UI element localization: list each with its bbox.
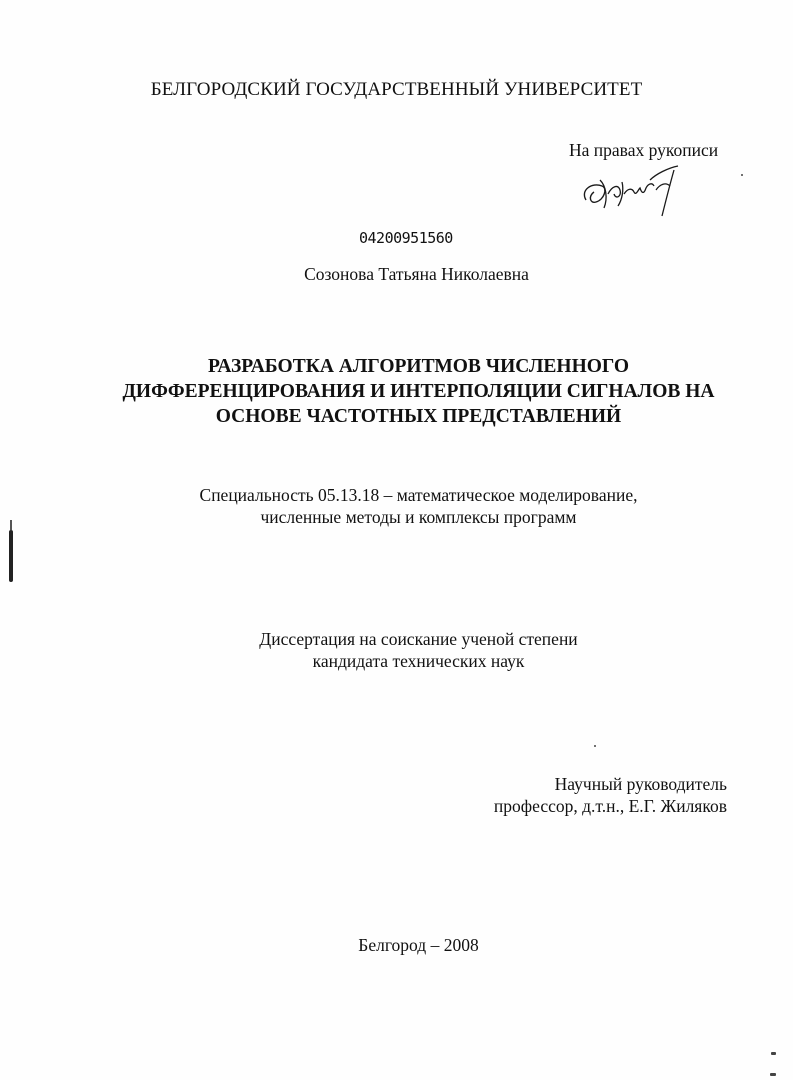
- thesis-title: [22, 354, 793, 429]
- registration-stamp-number: 04200951560: [359, 229, 453, 247]
- scan-artifact-mark: [10, 520, 12, 530]
- dissertation-line-1: Диссертация на соискание ученой степени: [259, 629, 578, 649]
- city-year: Белгород – 2008: [358, 935, 479, 955]
- thesis-title-line-2: ДИФФЕРЕНЦИРОВАНИЯ И ИНТЕРПОЛЯЦИИ СИГНАЛОВ НА: [122, 381, 715, 402]
- supervisor-name: профессор, д.т.н., Е.Г. Жиляков: [493, 796, 727, 816]
- scan-speck: [594, 745, 596, 747]
- scan-speck: [741, 174, 743, 176]
- scan-artifact-bar: [9, 530, 13, 582]
- scan-speck: [770, 1073, 776, 1076]
- handwritten-signature: [578, 160, 688, 222]
- supervisor-label: Научный руководитель: [554, 774, 727, 794]
- rights-note: На правах рукописи: [569, 140, 719, 160]
- specialty-line-2: численные методы и комплексы программ: [260, 507, 577, 527]
- thesis-title-line-3: ОСНОВЕ ЧАСТОТНЫХ ПРЕДСТАВЛЕНИЙ: [215, 406, 622, 427]
- specialty: [22, 484, 793, 528]
- university-name: БЕЛГОРОДСКИЙ ГОСУДАРСТВЕННЫЙ УНИВЕРСИТЕТ: [150, 79, 643, 100]
- specialty-line-1: Специальность 05.13.18 – математическое моделирование,: [199, 485, 638, 505]
- thesis-title-line-1: РАЗРАБОТКА АЛГОРИТМОВ ЧИСЛЕННОГО: [207, 356, 630, 377]
- dissertation-line-2: кандидата технических наук: [312, 651, 525, 671]
- scan-speck: [771, 1052, 776, 1055]
- scientific-supervisor: [494, 773, 727, 817]
- dissertation-degree: [22, 628, 793, 672]
- author-name: Созонова Татьяна Николаевна: [304, 264, 529, 284]
